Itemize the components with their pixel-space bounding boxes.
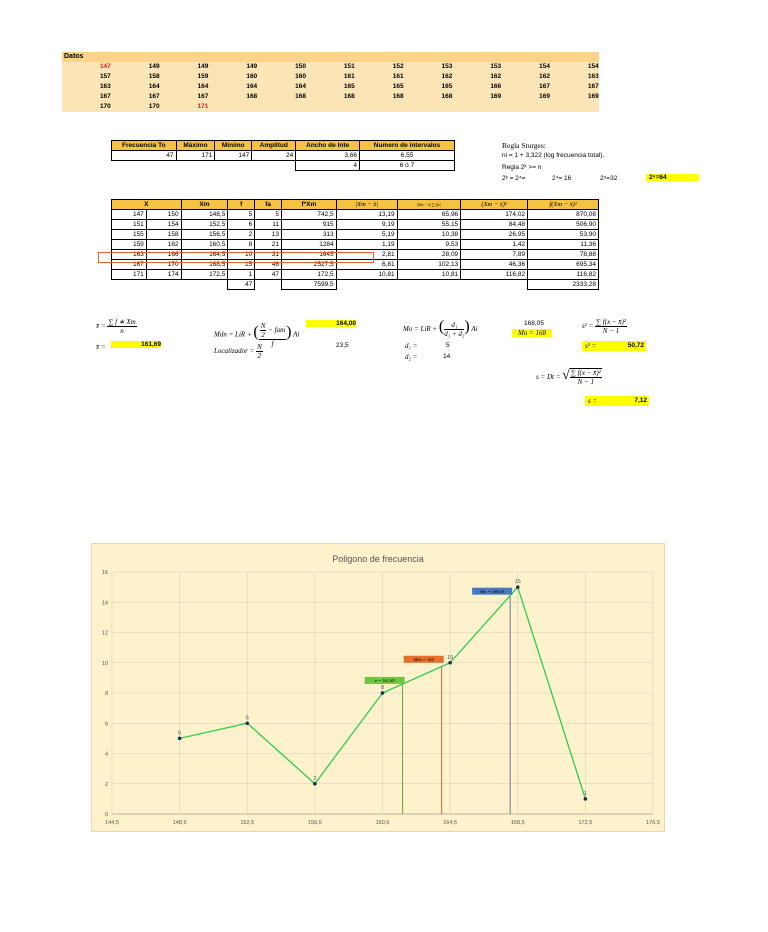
datos-cell: 170 — [99, 103, 111, 110]
freq-cell: 6 — [228, 220, 255, 230]
freq-cell: 46 — [255, 260, 282, 270]
summary-header: Numero de intervalos — [360, 141, 455, 151]
summary-cell: 6,55 — [360, 151, 455, 161]
freq-cell: 167 — [112, 260, 147, 270]
datos-cell: 160 — [246, 73, 258, 80]
freq-cell: 55,15 — [397, 220, 461, 230]
freq-cell: 2,81 — [336, 250, 397, 260]
freq-header: (Xm − x̄)² — [461, 200, 528, 210]
freq-cell: 1,42 — [461, 240, 528, 250]
freq-cell: 162 — [146, 240, 181, 250]
chart-ytick-label: 6 — [104, 721, 108, 728]
summary-cell: 6 ó 7 — [360, 161, 455, 171]
freq-cell: 10,81 — [397, 270, 461, 280]
freq-cell: 9,53 — [397, 240, 461, 250]
freq-row — [112, 220, 599, 230]
freq-cell: 1 — [228, 270, 255, 280]
datos-cell: 167 — [148, 93, 160, 100]
mean-value: 161,69 — [111, 341, 161, 348]
data-label: 10 — [447, 654, 454, 661]
freq-cell: 9,19 — [336, 220, 397, 230]
freq-cell: 28,09 — [397, 250, 461, 260]
datos-cell: 164 — [295, 83, 306, 90]
chart-ytick-label: 0 — [104, 812, 108, 818]
freq-cell: 163 — [112, 250, 147, 260]
datos-row — [62, 82, 599, 92]
freq-header: Xm — [181, 200, 228, 210]
datos-cell: 154 — [587, 63, 599, 70]
datos-cell: 168 — [392, 93, 404, 100]
freq-cell: 8 — [228, 240, 255, 250]
std-prefix: s = Dt = — [536, 373, 561, 381]
chart-ytick-label: 12 — [101, 630, 108, 637]
freq-header: |Xm − x̄| — [336, 200, 397, 210]
freq-cell: 915 — [282, 220, 337, 230]
freq-cell: 151 — [112, 220, 147, 230]
sturges-formula: ni = 1 + 3,322 (log frecuencia total). — [502, 152, 605, 159]
datos-cell: 161 — [392, 73, 404, 80]
freq-header: f(Xm − x̄)² — [528, 200, 599, 210]
datos-cell: 168 — [343, 93, 355, 100]
datos-cell: 149 — [246, 63, 258, 70]
frequency-table — [111, 199, 599, 290]
localizador-label: Localizador = — [214, 347, 255, 356]
annotation-label: Mdn = 164 — [413, 656, 434, 662]
datos-cell: 157 — [99, 73, 111, 80]
freq-cell: 159 — [112, 240, 147, 250]
chart-ytick-label: 14 — [101, 600, 108, 607]
freq-cell: 172,5 — [282, 270, 337, 280]
datos-cell: 169 — [490, 93, 502, 100]
datos-cell: 164 — [148, 83, 160, 90]
chart-xtick-label: 156,5 — [307, 820, 322, 826]
d1-label: d₁ = — [405, 342, 418, 350]
freq-cell: 870,08 — [528, 210, 599, 220]
freq-cell: 160,5 — [181, 240, 228, 250]
freq-cell: 155 — [112, 230, 147, 240]
freq-cell: 174,02 — [461, 210, 528, 220]
datos-cell: 163 — [99, 83, 111, 90]
freq-cell: 168,5 — [181, 260, 228, 270]
summary-header: Frecuencia To — [112, 141, 177, 151]
freq-cell: 2 — [228, 230, 255, 240]
datos-cell: 169 — [587, 93, 599, 100]
freq-header: f*Xm — [282, 200, 337, 210]
chart-svg — [92, 544, 664, 831]
freq-cell: 158 — [146, 230, 181, 240]
variance-formula: s² = $\frac{\text{∑ f(x − x̄)²}}{N - 1}$ — [582, 318, 626, 335]
data-label: 8 — [380, 685, 385, 691]
data-label: 1 — [583, 790, 587, 797]
freq-cell: 170 — [146, 260, 181, 270]
chart-xtick-label: 168,5 — [510, 820, 525, 826]
freq-cell: 10,38 — [397, 230, 461, 240]
freq-cell: 26,95 — [461, 230, 528, 240]
freq-cell: 152,5 — [181, 220, 228, 230]
freq-cell: 1284 — [282, 240, 337, 250]
freq-cell: 10,81 — [336, 270, 397, 280]
freq-cell: 15 — [228, 260, 255, 270]
data-point — [584, 797, 588, 801]
datos-cell: 170 — [148, 103, 160, 110]
variance-box — [582, 341, 646, 351]
summary-cell: 47 — [112, 151, 177, 161]
freq-cell: 154 — [146, 220, 181, 230]
datos-cell: 150 — [295, 63, 306, 70]
freq-row — [112, 230, 599, 240]
datos-cell: 147 — [99, 63, 111, 70]
sturges-power: 2ᵏ = 2⁴= — [502, 175, 526, 182]
mode-value: 168,05 — [524, 320, 544, 327]
mean-label: x̄ = — [96, 343, 106, 351]
freq-row — [112, 270, 599, 280]
chart-title: Poligono de frecuencia — [332, 554, 424, 564]
freq-cell: 174 — [146, 270, 181, 280]
freq-cell: 695,34 — [528, 260, 599, 270]
chart-xtick-label: 148,5 — [172, 820, 187, 826]
freq-cell: 53,90 — [528, 230, 599, 240]
summary-header: Ancho de Inte — [296, 141, 360, 151]
localizador-formula: Localizador = $\frac{N}{2}$ — [214, 343, 262, 360]
median-value: 164,00 — [306, 320, 356, 327]
datos-cell: 167 — [197, 93, 209, 100]
freq-cell: 166 — [146, 250, 181, 260]
freq-cell: 1,19 — [336, 240, 397, 250]
datos-cell: 161 — [343, 73, 355, 80]
datos-title: Datos — [62, 52, 599, 62]
datos-cell: 165 — [392, 83, 404, 90]
data-point — [381, 691, 385, 695]
freq-cell: 156,5 — [181, 230, 228, 240]
datos-cell: 153 — [441, 63, 453, 70]
freq-total-fxm: 7599,5 — [282, 280, 337, 290]
chart-ytick-label: 16 — [101, 570, 108, 576]
datos-cell: 158 — [148, 73, 160, 80]
annotation-label: x̄ = 161,69 — [374, 678, 395, 684]
freq-cell: 11 — [255, 220, 282, 230]
datos-row — [62, 72, 599, 82]
summary-cell: 4 — [296, 161, 360, 171]
localizador-value: 23,5 — [336, 342, 349, 349]
summary-cell: 24 — [252, 151, 296, 161]
datos-cell: 160 — [295, 73, 306, 80]
sturges-rule: Regla 2ᵏ >= n — [502, 164, 542, 171]
freq-cell: 116,82 — [461, 270, 528, 280]
data-point — [178, 737, 182, 741]
freq-cell: 65,96 — [397, 210, 461, 220]
summary-header: Máximo — [176, 141, 215, 151]
freq-cell: 506,90 — [528, 220, 599, 230]
datos-cell: 167 — [587, 83, 599, 90]
freq-cell: 78,88 — [528, 250, 599, 260]
sturges-title: Regla Sturges: — [502, 141, 546, 150]
median-formula: Mdn = LiR + ( $\frac{N}{2}$ − fam f ) Ai — [214, 322, 300, 348]
freq-row — [112, 240, 599, 250]
chart-xtick-label: 172,5 — [578, 820, 593, 826]
data-point — [516, 585, 520, 589]
datos-cell: 165 — [343, 83, 355, 90]
datos-cell: 153 — [490, 63, 502, 70]
freq-header: f — [228, 200, 255, 210]
freq-cell: 150 — [146, 210, 181, 220]
data-point — [313, 782, 317, 786]
chart-ytick-label: 2 — [104, 781, 108, 788]
summary-table — [111, 140, 455, 171]
datos-cell: 163 — [587, 73, 599, 80]
annotation-label: Mo = 168,05 — [480, 588, 504, 594]
freq-cell: 172,5 — [181, 270, 228, 280]
std-box — [585, 396, 649, 406]
datos-rows — [62, 62, 599, 112]
chart-xtick-label: 164,5 — [443, 820, 458, 826]
sturges-power: 2⁵=32 — [600, 175, 618, 182]
datos-cell: 164 — [246, 83, 258, 90]
d2-value: 14 — [443, 353, 451, 360]
freq-header: fa — [255, 200, 282, 210]
datos-cell: 154 — [539, 63, 550, 70]
freq-total-fvar: 2333,28 — [528, 280, 599, 290]
freq-cell: 313 — [282, 230, 337, 240]
freq-cell: 46,36 — [461, 260, 528, 270]
freq-cell: 21 — [255, 240, 282, 250]
freq-cell: 47 — [255, 270, 282, 280]
data-point — [245, 721, 249, 725]
freq-cell: 11,36 — [528, 240, 599, 250]
freq-cell: 13,19 — [336, 210, 397, 220]
data-label: 6 — [245, 715, 249, 722]
datos-cell: 162 — [490, 73, 502, 80]
datos-cell: 162 — [441, 73, 453, 80]
mean-formula: x̄ = $\frac{\sum f ∗ Xm}{n}$ — [96, 318, 136, 335]
datos-cell: 159 — [197, 73, 209, 80]
freq-header: X — [112, 200, 182, 210]
datos-cell: 168 — [246, 93, 258, 100]
std-label: s = — [588, 397, 598, 405]
datos-cell: 168 — [295, 93, 306, 100]
datos-row — [62, 92, 599, 102]
summary-header: Amplitud — [252, 141, 296, 151]
freq-header: |Xm − x̄| ∑ f|x| — [397, 200, 461, 210]
freq-cell: 116,82 — [528, 270, 599, 280]
freq-cell: 6,81 — [336, 260, 397, 270]
freq-cell: 147 — [112, 210, 147, 220]
sturges-power: 2⁴= 16 — [552, 175, 572, 182]
data-label: 5 — [178, 730, 182, 737]
freq-cell: 5 — [255, 210, 282, 220]
chart-ytick-label: 4 — [104, 751, 108, 758]
datos-row — [62, 102, 599, 112]
chart-xtick-label: 160,5 — [375, 820, 390, 826]
d2-label: d₂ = — [405, 353, 418, 361]
freq-cell: 148,5 — [181, 210, 228, 220]
variance-value: 50,72 — [627, 342, 644, 349]
freq-cell: 2527,5 — [282, 260, 337, 270]
datos-cell: 151 — [343, 63, 355, 70]
freq-cell: 164,5 — [181, 250, 228, 260]
datos-cell: 169 — [539, 93, 550, 100]
median-class-highlight — [98, 252, 374, 263]
freq-cell: 5 — [228, 210, 255, 220]
datos-row — [62, 62, 599, 72]
datos-cell: 152 — [392, 63, 404, 70]
frequency-polygon-chart — [91, 543, 665, 832]
variance-label: s² = — [585, 342, 597, 350]
freq-cell: 1645 — [282, 250, 337, 260]
d1-value: 5 — [446, 342, 450, 349]
sturges-power-selected: 2⁶=64 — [646, 174, 699, 181]
data-point — [448, 661, 452, 665]
datos-cell: 171 — [197, 103, 209, 110]
freq-cell: 171 — [112, 270, 147, 280]
chart-xtick-label: 176,5 — [646, 820, 660, 826]
datos-cell: 162 — [539, 73, 550, 80]
chart-ytick-label: 10 — [101, 660, 108, 667]
mode-rounded: Mo = 168 — [512, 329, 552, 337]
mode-formula: Mo = LiR + ( $\frac{\text{d₁}}{\text{d₁ + d₂}}$ ) Ai — [403, 318, 478, 338]
freq-cell: 7,89 — [461, 250, 528, 260]
summary-cell: 147 — [215, 151, 252, 161]
datos-cell: 164 — [197, 83, 209, 90]
std-value: 7,12 — [634, 397, 647, 404]
freq-cell: 5,19 — [336, 230, 397, 240]
datos-cell: 165 — [441, 83, 453, 90]
datos-block — [62, 52, 599, 112]
chart-ytick-label: 8 — [104, 691, 108, 697]
chart-xtick-label: 152,5 — [240, 820, 255, 826]
chart-xtick-label: 144,5 — [105, 820, 119, 826]
freq-cell: 742,5 — [282, 210, 337, 220]
median-prefix: Mdn = LiR + — [214, 330, 252, 339]
mode-prefix: Mo = LiR + — [403, 325, 438, 333]
datos-cell: 149 — [148, 63, 160, 70]
data-label: 2 — [313, 775, 317, 782]
std-formula: s = Dt = √ $\frac{\text{∑ f(x − x̄)²}}{N - 1}$ — [536, 368, 601, 387]
freq-cell: 31 — [255, 250, 282, 260]
datos-cell: 168 — [441, 93, 453, 100]
freq-row — [112, 210, 599, 220]
summary-cell: 171 — [176, 151, 215, 161]
freq-total-f: 47 — [228, 280, 255, 290]
freq-cell: 10 — [228, 250, 255, 260]
freq-cell: 84,48 — [461, 220, 528, 230]
datos-cell: 149 — [197, 63, 209, 70]
freq-cell: 13 — [255, 230, 282, 240]
datos-cell: 167 — [99, 93, 111, 100]
datos-cell: 166 — [490, 83, 502, 90]
datos-cell: 167 — [539, 83, 550, 90]
freq-cell: 102,13 — [397, 260, 461, 270]
summary-cell: 3,66 — [296, 151, 360, 161]
data-label: 15 — [514, 579, 521, 586]
summary-header: Mínimo — [215, 141, 252, 151]
